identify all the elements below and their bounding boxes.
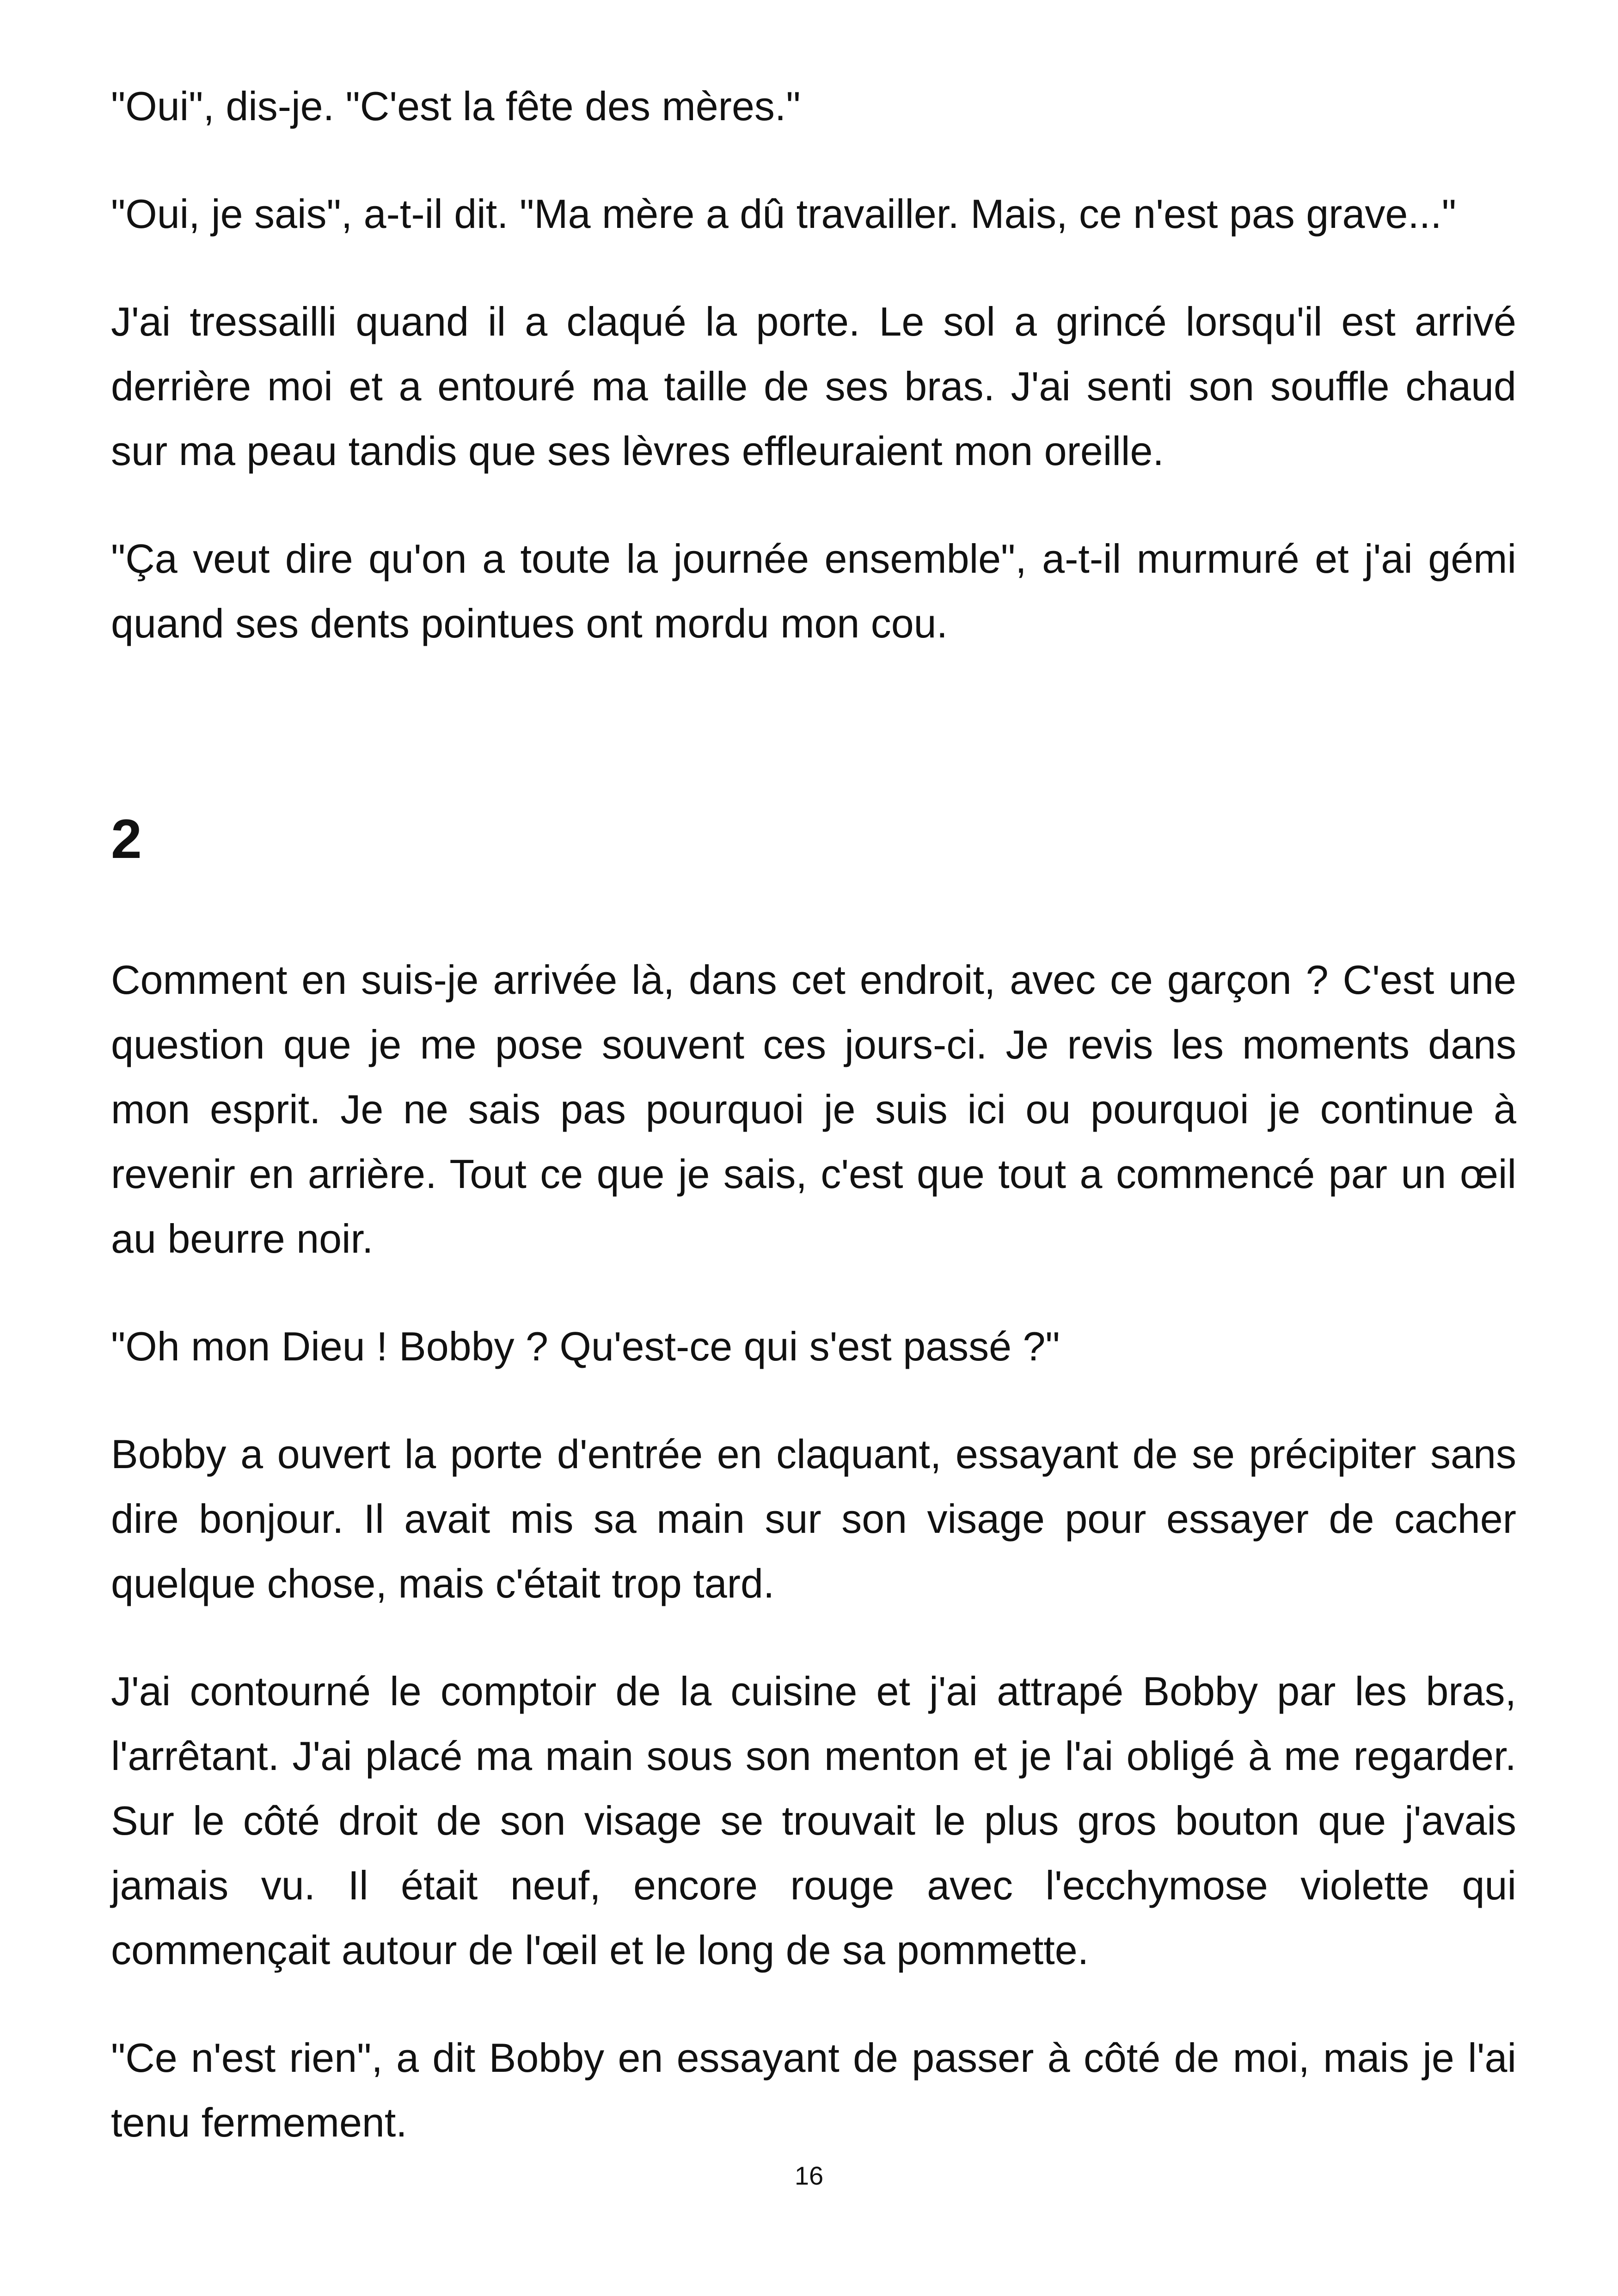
paragraph: "Oui, je sais", a-t-il dit. "Ma mère a dû travailler. Mais, ce n'est pas grave..." <box>111 191 1456 237</box>
paragraph: Comment en suis-je arrivée là, dans cet endroit, avec ce garçon ? C'est une question que je me pose souvent ces jours-ci. Je revis les moments dans mon esprit. Je ne sais pas pourquoi je suis ici ou pourquoi je continue à revenir en arrière. Tout ce que je sais, c'est que tout a commencé par un œil au beurre noir. <box>111 957 1516 1261</box>
paragraph: J'ai contourné le comptoir de la cuisine et j'ai attrapé Bobby par les bras, l'arrêtant. J'ai placé ma main sous son menton et je l'ai obligé à me regarder. Sur le côté droit de son visage se trouvait le plus gros bouton que j'avais jamais vu. Il était neuf, encore rouge avec l'ecchymose violette qui commençait autour de l'œil et le long de sa pommette. <box>111 1668 1516 1973</box>
paragraph: "Oh mon Dieu ! Bobby ? Qu'est-ce qui s'est passé ?" <box>111 1323 1060 1369</box>
chapter-heading: 2 <box>111 808 142 870</box>
paragraph: "Ce n'est rien", a dit Bobby en essayant de passer à côté de moi, mais je l'ai tenu fermement. <box>111 2035 1516 2145</box>
page-number: 16 <box>794 2161 824 2190</box>
paragraph: Bobby a ouvert la porte d'entrée en claquant, essayant de se précipiter sans dire bonjour. Il avait mis sa main sur son visage pour essayer de cacher quelque chose, mais c'était trop tard. <box>111 1431 1516 1606</box>
paragraph: J'ai tressailli quand il a claqué la porte. Le sol a grincé lorsqu'il est arrivé derrière moi et a entouré ma taille de ses bras. J'ai senti son souffle chaud sur ma peau tandis que ses lèvres effleuraient mon oreille. <box>111 299 1516 474</box>
text-section-2 <box>111 948 1516 2198</box>
paragraph: "Ça veut dire qu'on a toute la journée ensemble", a-t-il murmuré et j'ai gémi quand ses dents pointues ont mordu mon cou. <box>111 536 1516 646</box>
text-section-1 <box>111 74 1516 699</box>
paragraph: "Oui", dis-je. "C'est la fête des mères." <box>111 83 801 129</box>
